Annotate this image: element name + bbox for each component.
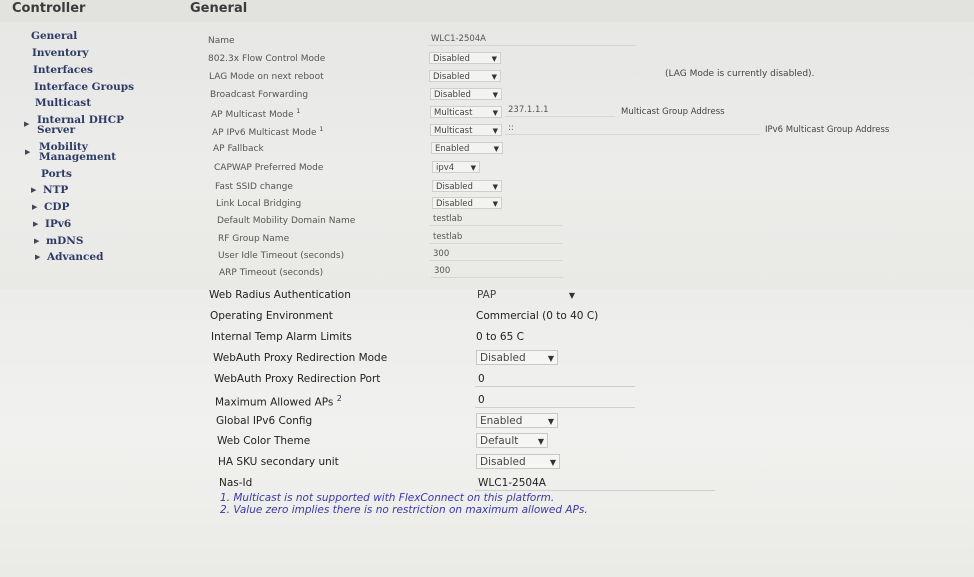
lag-mode-note: (LAG Mode is currently disabled). [665, 69, 815, 79]
flow-control-select[interactable] [429, 52, 501, 64]
broadcast-forwarding-value: Disabled [434, 90, 471, 100]
expand-arrow-icon[interactable]: ▶ [35, 253, 41, 261]
sidebar-item-mobility[interactable]: Mobility [39, 141, 88, 153]
ap-fallback-select[interactable] [431, 142, 503, 154]
user-idle-timeout-label: User Idle Timeout (seconds) [218, 251, 345, 261]
multicast-group-address-label: Multicast Group Address [621, 107, 725, 117]
sidebar-item-internal-dhcp[interactable]: Internal DHCP [37, 114, 124, 126]
expand-arrow-icon[interactable]: ▶ [25, 148, 31, 156]
fast-ssid-select[interactable] [432, 180, 502, 192]
web-radius-auth-value: PAP [477, 289, 497, 301]
sidebar-item-ntp[interactable]: NTP [43, 184, 69, 196]
web-radius-auth-select[interactable] [474, 289, 578, 303]
webauth-proxy-port-label: WebAuth Proxy Redirection Port [214, 373, 381, 385]
capwap-mode-label: CAPWAP Preferred Mode [214, 163, 324, 173]
chevron-down-icon: ▼ [493, 145, 499, 153]
max-aps-input[interactable]: 0 [475, 392, 635, 408]
operating-env-value: Commercial (0 to 40 C) [476, 310, 599, 322]
broadcast-forwarding-select[interactable] [430, 88, 502, 100]
sidebar-nav [0, 22, 175, 289]
sidebar-item-multicast[interactable]: Multicast [35, 97, 92, 109]
chevron-down-icon: ▼ [547, 417, 554, 426]
ap-multicast-value: Multicast [434, 108, 473, 118]
chevron-down-icon: ▼ [492, 200, 498, 208]
sidebar-item-interface-groups[interactable]: Interface Groups [34, 81, 135, 93]
sidebar-item-internal-dhcp-line2[interactable]: Server [37, 124, 76, 136]
chevron-down-icon: ▼ [470, 164, 476, 172]
rf-group-label: RF Group Name [218, 234, 290, 244]
ap-ipv6-multicast-select[interactable] [430, 124, 502, 136]
ipv6-multicast-group-address-label: IPv6 Multicast Group Address [765, 125, 890, 135]
ap-multicast-label-text: AP Multicast Mode [211, 110, 294, 120]
webauth-proxy-mode-value: Disabled [480, 352, 526, 364]
chevron-down-icon: ▼ [492, 91, 498, 99]
title-bar [0, 0, 974, 22]
sidebar-item-mdns[interactable]: mDNS [46, 235, 84, 247]
expand-arrow-icon[interactable]: ▶ [31, 186, 37, 194]
max-aps-label-text: Maximum Allowed APs [215, 396, 334, 409]
footnote-2: 2. Value zero implies there is no restriction on maximum allowed APs. [220, 504, 588, 516]
lag-mode-label: LAG Mode on next reboot [209, 72, 324, 82]
webauth-proxy-mode-select[interactable] [476, 350, 558, 365]
sidebar-item-interfaces[interactable]: Interfaces [33, 64, 93, 76]
arp-timeout-input[interactable]: 300 [431, 265, 563, 278]
sidebar-item-advanced[interactable]: Advanced [47, 251, 104, 263]
ap-ipv6-multicast-value: Multicast [434, 126, 473, 136]
webauth-proxy-port-input[interactable]: 0 [475, 371, 635, 387]
fast-ssid-label: Fast SSID change [215, 182, 293, 192]
name-input[interactable]: WLC1-2504A [428, 33, 636, 46]
link-local-bridging-value: Disabled [436, 199, 473, 209]
footnote-marker: 2 [336, 394, 342, 403]
ap-ipv6-multicast-label-text: AP IPv6 Multicast Mode [212, 128, 317, 138]
chevron-down-icon: ▼ [492, 127, 498, 135]
ap-fallback-value: Enabled [435, 144, 470, 154]
footnote-1: 1. Multicast is not supported with FlexConnect on this platform. [220, 492, 555, 504]
sidebar-item-ipv6[interactable]: IPv6 [45, 218, 72, 230]
nas-id-input[interactable]: WLC1-2504A [475, 475, 715, 491]
webauth-proxy-mode-label: WebAuth Proxy Redirection Mode [213, 352, 388, 364]
rf-group-input[interactable]: testlab [430, 231, 562, 244]
ap-multicast-label [211, 108, 300, 120]
web-color-theme-label: Web Color Theme [217, 435, 311, 447]
max-aps-label [215, 394, 342, 409]
ha-sku-label: HA SKU secondary unit [218, 456, 339, 468]
ipv6-multicast-group-address-input[interactable]: :: [505, 122, 760, 135]
nas-id-label: Nas-Id [219, 477, 253, 489]
ap-ipv6-multicast-label [212, 126, 323, 138]
expand-arrow-icon[interactable]: ▶ [32, 203, 38, 211]
page-title: General [190, 1, 248, 16]
mobility-domain-label: Default Mobility Domain Name [217, 216, 356, 226]
flow-control-label: 802.3x Flow Control Mode [208, 54, 326, 64]
sidebar-item-inventory[interactable]: Inventory [32, 47, 89, 59]
chevron-down-icon: ▼ [491, 55, 497, 63]
operating-env-label: Operating Environment [210, 310, 333, 322]
link-local-bridging-label: Link Local Bridging [216, 199, 302, 209]
lag-mode-select[interactable] [429, 70, 501, 82]
fast-ssid-value: Disabled [436, 182, 473, 192]
arp-timeout-label: ARP Timeout (seconds) [219, 268, 324, 278]
expand-arrow-icon[interactable]: ▶ [34, 237, 40, 245]
chevron-down-icon: ▼ [537, 437, 544, 446]
temp-alarm-value: 0 to 65 C [476, 331, 524, 343]
capwap-mode-value: ipv4 [436, 163, 455, 173]
name-label: Name [208, 36, 235, 46]
ap-multicast-select[interactable] [430, 106, 502, 118]
user-idle-timeout-input[interactable]: 300 [430, 248, 562, 261]
broadcast-forwarding-label: Broadcast Forwarding [210, 90, 309, 100]
general-settings-bottom [0, 289, 974, 577]
web-radius-auth-label: Web Radius Authentication [209, 289, 351, 301]
sidebar-item-cdp[interactable]: CDP [44, 201, 70, 213]
chevron-down-icon: ▼ [568, 291, 575, 300]
footnote-marker: 1 [296, 108, 301, 115]
chevron-down-icon: ▼ [547, 354, 554, 363]
chevron-down-icon: ▼ [492, 109, 498, 117]
expand-arrow-icon[interactable]: ▶ [33, 220, 39, 228]
web-color-theme-select[interactable] [476, 433, 548, 448]
ha-sku-value: Disabled [480, 456, 526, 468]
flow-control-value: Disabled [433, 54, 470, 64]
lag-mode-value: Disabled [433, 72, 470, 82]
ha-sku-select[interactable] [476, 454, 560, 469]
chevron-down-icon: ▼ [492, 183, 498, 191]
sidebar-item-general[interactable]: General [31, 30, 78, 42]
expand-arrow-icon[interactable]: ▶ [24, 120, 30, 128]
controller-heading: Controller [12, 1, 86, 16]
web-color-theme-value: Default [480, 435, 519, 447]
multicast-group-address-input[interactable]: 237.1.1.1 [505, 104, 615, 117]
global-ipv6-label: Global IPv6 Config [216, 415, 313, 427]
temp-alarm-label: Internal Temp Alarm Limits [211, 331, 352, 343]
capwap-mode-select[interactable] [432, 161, 480, 173]
sidebar-item-mobility-line2[interactable]: Management [39, 151, 117, 163]
sidebar-item-ports[interactable]: Ports [41, 168, 72, 180]
chevron-down-icon: ▼ [549, 458, 556, 467]
global-ipv6-value: Enabled [480, 415, 523, 427]
chevron-down-icon: ▼ [491, 73, 497, 81]
global-ipv6-select[interactable] [476, 413, 558, 428]
footnote-marker: 1 [319, 126, 324, 133]
link-local-bridging-select[interactable] [432, 197, 502, 209]
ap-fallback-label: AP Fallback [213, 144, 264, 154]
mobility-domain-input[interactable]: testlab [430, 213, 562, 226]
